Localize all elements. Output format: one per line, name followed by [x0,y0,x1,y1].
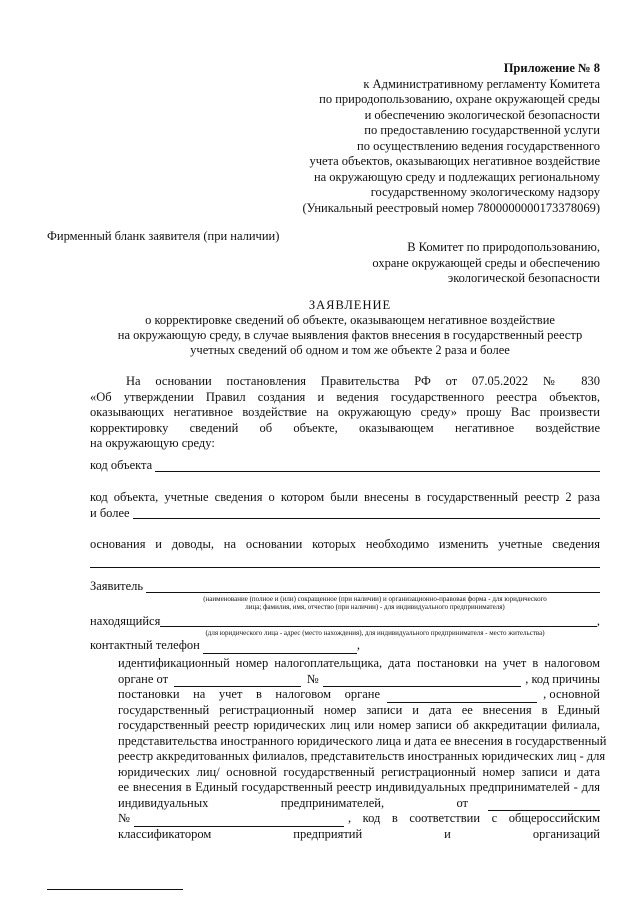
appendix-line: по предоставлению государственной услуги [364,123,600,137]
appendix-line: и обеспечению экологической безопасности [364,107,600,122]
intro-line: На основании постановления Правительства РФ от 07.05.2022 № 830 [126,374,600,388]
phone-end: , [356,638,360,652]
tin-ip-date-input-line[interactable] [488,799,600,811]
tin-date-input-line[interactable] [174,675,301,687]
tin-okpo-label: , код в соответствии с общероссийским [347,811,600,825]
phone-input-line[interactable] [203,642,357,654]
phone-label: контактный телефон [90,638,200,652]
duplicate-object-field [90,490,600,521]
location-end: , [596,613,600,628]
grounds-field [90,537,600,568]
document-title: ЗАЯВЛЕНИЕ [308,298,392,312]
addressee-line: охране окружающей среды и обеспечению [372,255,600,270]
appendix-line: к Административному регламенту Комитета [363,76,600,91]
appendix-block [200,61,600,216]
tin-line: юридических лиц/ основной государственный регистрационный номер записи и дата [118,764,600,779]
applicant-label: Заявитель [90,579,144,593]
appendix-line: (Уникальный реестровый номер 7800000000173378069) [302,200,600,215]
appendix-line: на окружающую среду и подлежащих региональному [313,169,600,184]
intro-paragraph [90,374,600,452]
applicant-caption: (наименование (полное и (или) сокращенное (при наличии) и организационно-правовая форма - для юридического [203,594,547,603]
heading-line: на окружающую среду, в случае выявления фактов внесения в государственный реестр [117,328,583,342]
grounds-label: основания и доводы, на основании которых необходимо изменить учетные сведения [90,537,600,551]
heading-line: о корректировке сведений об объекте, оказывающем негативное воздействие [145,313,555,327]
tin-number-input-line[interactable] [323,675,522,687]
intro-line: «Об утверждении Правил создания и ведения государственного реестра объектов, [90,389,600,404]
tin-line: государственный реестр юридических лиц или номер записи об аккредитации филиала, [118,718,600,732]
tin-ip-label: индивидуальных предпринимателей, от [118,795,468,810]
object-code-input-line[interactable] [155,459,600,472]
tin-line: классификатором предприятий и организаций [118,826,600,841]
footnote-divider [47,889,183,890]
tin-line: реестр аккредитованных филиалов, представительств иностранных юридических лиц - для [118,749,606,763]
tin-line: идентификационный номер налогоплательщика, дата постановки на учет в налоговом [118,656,600,670]
duplicate-object-label-end: и более [90,505,130,520]
object-code-field [90,458,600,474]
applicant-caption: лица; фамилия, имя, отчество (при наличии) - для индивидуального предпринимателя) [245,602,505,611]
tin-paragraph [118,656,607,842]
tin-ip-number-input-line[interactable] [134,815,344,827]
duplicate-object-label: код объекта, учетные сведения о котором были внесены в государственный реестр 2 раза [90,490,600,504]
tin-date-label: органе от [118,671,169,686]
tin-ip-number-label: № [118,811,130,825]
tin-line: государственный регистрационный номер записи и дата ее внесения в Единый [118,702,600,717]
tin-kpp-input-line[interactable] [387,691,537,703]
appendix-line: по природопользованию, охране окружающей среды [319,92,600,106]
intro-line: корректировку сведений об объекте, оказывающем негативное воздействие [90,420,600,435]
tin-registration-label: постановки на учет в налоговом органе [118,687,380,701]
appendix-line: по осуществлению ведения государственного [357,138,600,153]
intro-line: на окружающую среду: [90,436,215,450]
location-input-line[interactable] [160,614,597,627]
object-code-label: код объекта [90,458,153,472]
intro-line: оказывающих негативное воздействие на окружающую среду» прошу Вас произвести [90,405,600,419]
tin-ogrn-label: , основной [543,687,600,701]
appendix-title: Приложение № 8 [503,61,600,75]
duplicate-object-input-line[interactable] [133,506,600,519]
appendix-line: учета объектов, оказывающих негативное воздействие [309,154,600,168]
addressee-block [240,240,600,287]
heading-line: учетных сведений об одном и том же объекте 2 раза и более [190,343,510,357]
location-caption: (для юридического лица - адрес (место нахождения), для индивидуального предпринимателя - место жительства) [205,629,545,637]
document-heading [60,298,640,358]
appendix-line: государственному экологическому надзору [370,185,600,199]
location-label: находящийся [90,613,161,628]
applicant-name-input-line[interactable] [146,580,600,593]
addressee-line: В Комитет по природопользованию, [407,240,600,254]
tin-number-label: № [306,671,319,686]
tin-line: представительства иностранного юридического лица и дата ее внесения в государственный [118,733,607,748]
letterhead-note: Фирменный бланк заявителя (при наличии) [47,229,280,243]
addressee-line: экологической безопасности [447,271,600,285]
applicant-block [90,579,600,654]
tin-kpp-label: , код причины [525,671,600,686]
tin-line: ее внесения в Единый государственный реестр индивидуальных предпринимателей - для [118,780,600,794]
grounds-input-line[interactable] [90,553,600,568]
